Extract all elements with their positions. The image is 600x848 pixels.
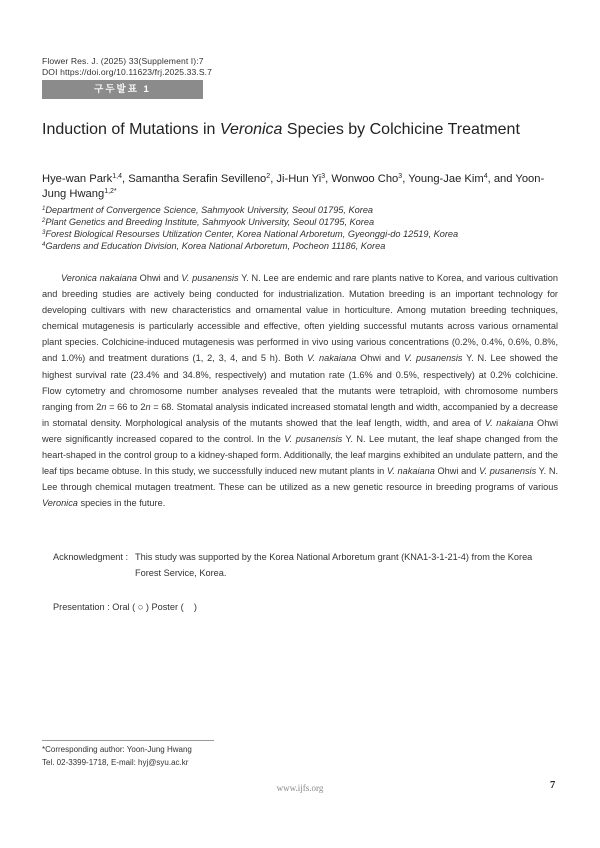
author-entry xyxy=(331,173,402,185)
abstract-text: Y. N. Lee through chemical mutagen treatment. These can be utilized as a new genetic resource in breeding programs of various xyxy=(42,466,559,493)
affiliation-number: 2 xyxy=(42,218,46,224)
abstract-text: = 68. Stomatal analysis indicated increased stomatal length and width, accompanied by a decrease in stomatal density. Morphological analysis of the mutants showed that the leaf length, width, and area of xyxy=(42,401,558,428)
author-affiliation-mark: 3 xyxy=(321,173,326,180)
doi-line: DOI https://doi.org/10.11623/frj.2025.33.S.7 xyxy=(42,67,213,77)
contact-info: Tel. 02-3399-1718, E-mail: hyj@syu.ac.kr xyxy=(42,757,189,767)
session-label: 구두발표 1 xyxy=(42,80,203,99)
affiliation-text: Gardens and Education Division, Korea National Arboretum, Pocheon 11186, Korea xyxy=(45,241,386,251)
abstract-text: Ohwi and xyxy=(434,466,480,477)
site-url: www.ijfs.org xyxy=(276,783,324,793)
affiliation-text: Forest Biological Resourses Utilization Center, Korea National Arboretum, Gyeonggi-do 12519, Korea xyxy=(45,229,459,239)
author-affiliation-mark: 2 xyxy=(266,173,271,180)
author-entry xyxy=(128,173,270,185)
title-part-2: Species by Colchicine Treatment xyxy=(282,121,520,138)
abstract-italic-term: V. nakaiana xyxy=(307,353,357,364)
abstract-body xyxy=(42,270,558,511)
author-name: Young-Jae Kim xyxy=(408,173,484,185)
paper-title xyxy=(42,120,562,139)
abstract-italic-term: Veronica xyxy=(42,498,78,509)
abstract-italic-term: V. pusanensis xyxy=(479,466,537,477)
abstract-text: = 66 to 2 xyxy=(106,401,146,412)
abstract-italic-term: n xyxy=(145,401,151,412)
presentation-type: Presentation : Oral ( ○ ) Poster ( ) xyxy=(53,602,197,612)
journal-header xyxy=(42,56,212,78)
affiliation-item xyxy=(42,216,562,228)
abstract-text: Y. N. Lee showed the highest survival rate (23.4% and 34.8%, respectively) and mutation rate (1.6% and 0.5%, respectively) at 0.2% colchicine. Flow cytometry and chromosome number analyses revealed that the mutants were tetraploid, with chromosome numbers ranging from 2 xyxy=(42,353,559,412)
abstract-italic-term: Veronica nakaiana xyxy=(61,273,137,283)
affiliation-number: 4 xyxy=(42,242,46,248)
author-name: Wonwoo Cho xyxy=(331,173,399,185)
acknowledgment-label: Acknowledgment : xyxy=(53,552,129,562)
affiliation-text: Department of Convergence Science, Sahmyook University, Seoul 01795, Korea xyxy=(45,205,374,215)
abstract-italic-term: V. pusanensis xyxy=(404,353,463,364)
author-conjunction: and xyxy=(493,173,513,185)
footnote-divider xyxy=(42,740,214,741)
author-name: Hye-wan Park xyxy=(42,173,113,185)
affiliation-item xyxy=(42,204,562,216)
title-italic: Veronica xyxy=(219,121,283,138)
abstract-italic-term: V. pusanensis xyxy=(181,273,239,283)
affiliation-list xyxy=(42,204,562,252)
author-list: Hye-wan Park$^{1,4}$, Samantha Serafin Sevilleno$^2$, Ji-Hun Yi$^3$, Wonwoo Cho$^3$, Young-Jae Kim$^4$, and Yoon-Jung Hwang$^{1,2*}$ xyxy=(42,173,545,200)
acknowledgment-text: This study was supported by the Korea National Arboretum grant (KNA1-3-1-21-4) from the Korea Forest Service, Korea. xyxy=(135,552,533,578)
author-affiliation-mark: 1,2* xyxy=(104,188,117,195)
author-affiliation-mark: 4 xyxy=(483,173,488,180)
page-number: 7 xyxy=(550,780,556,791)
abstract-italic-term: V. nakaiana xyxy=(484,417,534,428)
abstract-text: Y. N. Lee are endemic and rare plants native to Korea, and various cultivation and breeding studies are actively being conducted for industrialization. Mutation breeding is an important technology for developing cultivars with new characteristics and ornamental value in horticulture. Among mutation breeding techniques, chemical mutagenesis is particularly accessible and effective, often yielding successful mutants across various ornamental plant species. Colchicine-induced mutagenesis was performed in vivo using various concentrations (0.2%, 0.4%, 0.6%, 0.8%, and 1.0%) and treatment durations (1, 2, 3, 4, and 5 h). Both xyxy=(42,273,559,364)
affiliation-item xyxy=(42,228,562,240)
affiliation-number: 1 xyxy=(42,206,46,212)
abstract-text: Ohwi were significantly increased copared to the control. In the xyxy=(42,417,558,444)
author-entry xyxy=(408,173,487,185)
journal-citation: Flower Res. J. (2025) 33(Supplement I):7 xyxy=(42,56,204,66)
title-part-1: Induction of Mutations in xyxy=(42,121,220,138)
author-name: Samantha Serafin Sevilleno xyxy=(128,173,267,185)
abstract-italic-term: V. nakaiana xyxy=(386,466,435,477)
corresponding-footnote xyxy=(42,744,192,769)
abstract-text: species in the future. xyxy=(77,498,166,509)
author-affiliation-mark: 3 xyxy=(398,173,403,180)
abstract-text: Ohwi and xyxy=(136,273,182,283)
affiliation-number: 3 xyxy=(42,230,46,236)
affiliation-item xyxy=(42,240,562,252)
affiliation-text: Plant Genetics and Breeding Institute, Sahmyook University, Seoul 01795, Korea xyxy=(45,217,375,227)
author-name: Yoon-Jung Hwang xyxy=(42,173,545,200)
author-entry xyxy=(276,173,325,185)
abstract-italic-term: V. pusanensis xyxy=(284,433,343,444)
corresponding-author: *Corresponding author: Yoon-Jung Hwang xyxy=(42,745,192,754)
abstract-italic-term: n xyxy=(101,401,107,412)
author-name: Ji-Hun Yi xyxy=(276,173,322,185)
abstract-text: Ohwi and xyxy=(356,353,405,364)
abstract-text: Y. N. Lee mutant, the leaf shape changed from the heart-shaped in the control group to a kidney-shaped form. Additionally, the leaf margins exhibited an undulate pattern, and the leaf tips became obtuse. In this study, we successfully induced new mutant plants in xyxy=(42,433,559,477)
author-entry xyxy=(42,173,122,185)
author-affiliation-mark: 1,4 xyxy=(112,173,122,180)
